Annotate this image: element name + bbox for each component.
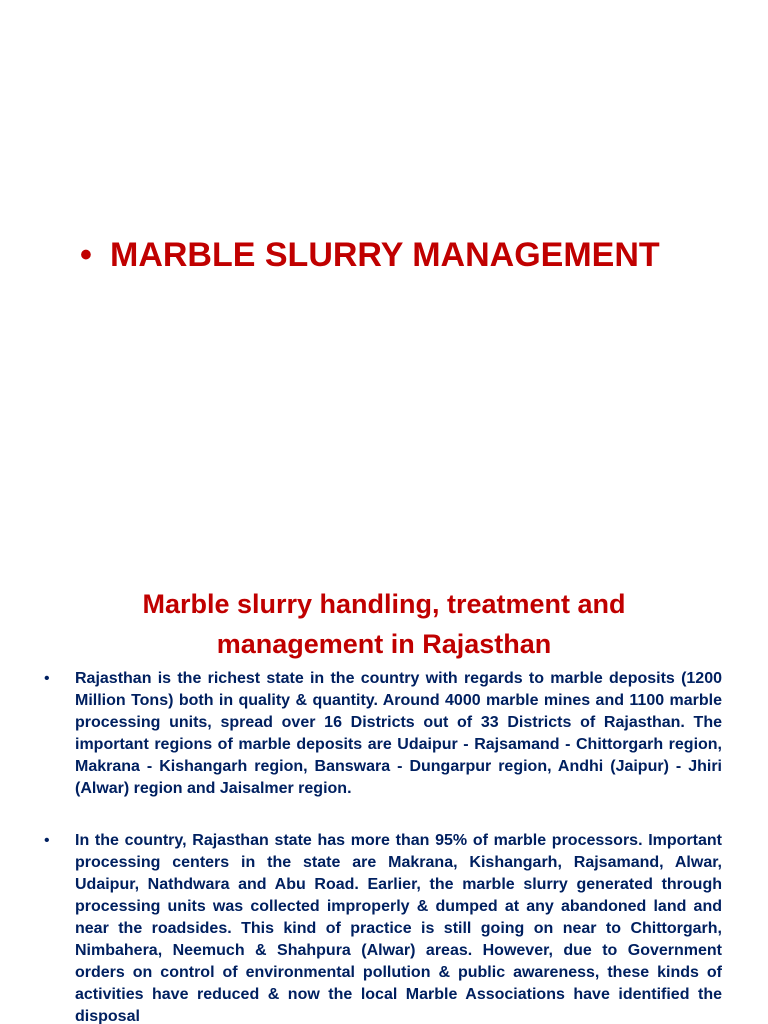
bullet-marker: • bbox=[44, 670, 50, 687]
slide-title bbox=[80, 236, 740, 275]
bullet-item bbox=[40, 830, 722, 1024]
section-heading-line-2: management in Rajasthan bbox=[216, 629, 552, 659]
title-text: MARBLE SLURRY MANAGEMENT bbox=[110, 236, 660, 274]
bullet-list bbox=[40, 668, 722, 1024]
bullet-item bbox=[40, 668, 722, 800]
title-bullet: • bbox=[80, 236, 92, 274]
bullet-text: Rajasthan is the richest state in the country with regards to marble deposits (1200 Million Tons) both in quality & quantity. Around 4000 marble mines and 1100 marble processing units, spread over 16 Districts out of 33 Districts of Rajasthan. The important regions of marble deposits are Udaipur - Rajsamand - Chittorgarh region, Makrana - Kishangarh region, Banswara - Dungarpur region, Andhi (Jaipur) - Jhiri (Alwar) region and Jaisalmer region. bbox=[75, 670, 722, 797]
bullet-text: In the country, Rajasthan state has more than 95% of marble processors. Important processing centers in the state are Makrana, Kishangarh, Rajsamand, Alwar, Udaipur, Nathdwara and Abu Road. Earlier, the marble slurry generated through processing units was collected improperly & dumped at any abandoned land and near the roadsides. This kind of practice is still going on near to Chittorgarh, Nimbahera, Neemuch & Shahpura (Alwar) areas. However, due to Government orders on control of environmental pollution & public awareness, these kinds of activities have reduced & now the local Marble Associations have identified the disposal bbox=[75, 832, 722, 1024]
bullet-marker: • bbox=[44, 832, 50, 849]
section-heading-line-1: Marble slurry handling, treatment and bbox=[142, 589, 626, 619]
section-heading bbox=[0, 584, 768, 664]
